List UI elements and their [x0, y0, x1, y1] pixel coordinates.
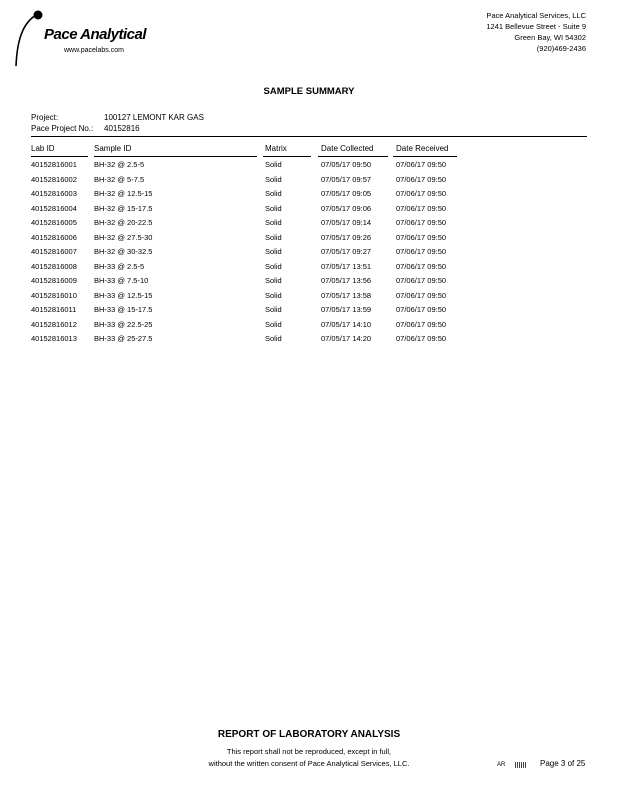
cell-lab-id: 40152816003 [31, 189, 77, 198]
cell-lab-id: 40152816007 [31, 247, 77, 256]
cell-date-received: 07/06/17 09:50 [396, 218, 447, 227]
cell-sample-id: BH-32 @ 12.5-15 [94, 189, 153, 198]
cell-date-received: 07/06/17 09:50 [396, 261, 447, 271]
page-title: SAMPLE SUMMARY [263, 86, 355, 97]
cell-date-collected: 07/05/17 09:14 [321, 218, 372, 227]
cell-matrix: Solid [265, 305, 282, 314]
cell-matrix: Solid [265, 290, 282, 300]
table-row [31, 273, 587, 288]
cell-lab-id: 40152816002 [31, 174, 77, 184]
company-name: Pace Analytical Services, LLC [486, 11, 586, 20]
cell-date-received: 07/06/17 09:50 [396, 334, 447, 343]
cell-date-collected: 07/05/17 13:51 [321, 261, 372, 271]
notice-line-2: without the written consent of Pace Analytical Services, LLC. [208, 759, 410, 768]
cell-matrix: Solid [265, 189, 282, 198]
cell-matrix: Solid [265, 160, 282, 169]
table-row [31, 186, 587, 201]
cell-date-collected: 07/05/17 09:06 [321, 203, 372, 213]
cell-date-received: 07/06/17 09:50 [396, 232, 447, 242]
header-date-collected: Date Collected [321, 144, 374, 153]
initials: AR [497, 762, 506, 768]
cell-sample-id: BH-32 @ 15-17.5 [94, 203, 153, 213]
cell-date-collected: 07/05/17 09:26 [321, 232, 372, 242]
page-number: Page 3 of 25 [540, 759, 586, 768]
cell-lab-id: 40152816008 [31, 261, 77, 271]
company-address [486, 10, 586, 54]
cell-date-received: 07/06/17 09:50 [396, 319, 447, 329]
cell-date-collected: 07/05/17 09:57 [321, 174, 372, 184]
table-row [31, 172, 587, 187]
table-row [31, 331, 587, 346]
header-sample-id: Sample ID [94, 144, 132, 153]
cell-sample-id: BH-32 @ 20-22.5 [94, 218, 153, 227]
table-row [31, 317, 587, 332]
table-row [31, 302, 587, 317]
table-row [31, 244, 587, 259]
project-value: 100127 LEMONT KAR GAS [104, 113, 204, 122]
barcode-icon [515, 762, 526, 768]
cell-sample-id: BH-32 @ 27.5-30 [94, 232, 153, 242]
cell-date-received: 07/06/17 09:50 [396, 247, 447, 256]
cell-date-collected: 07/05/17 09:27 [321, 247, 372, 256]
cell-lab-id: 40152816013 [31, 334, 77, 343]
cell-lab-id: 40152816006 [31, 232, 77, 242]
cell-date-received: 07/06/17 09:50 [396, 276, 447, 285]
cell-lab-id: 40152816001 [31, 160, 77, 169]
cell-date-collected: 07/05/17 13:56 [321, 276, 372, 285]
cell-sample-id: BH-33 @ 25-27.5 [94, 334, 153, 343]
logo-url: www.pacelabs.com [64, 47, 124, 54]
company-street: 1241 Bellevue Street - Suite 9 [486, 22, 586, 31]
company-city: Green Bay, WI 54302 [514, 33, 586, 42]
cell-date-received: 07/06/17 09:50 [396, 160, 447, 169]
cell-date-received: 07/06/17 09:50 [396, 290, 447, 300]
cell-lab-id: 40152816004 [31, 203, 77, 213]
header-date-received: Date Received [396, 144, 449, 153]
table-header [31, 137, 587, 157]
cell-matrix: Solid [265, 334, 282, 343]
table-row [31, 157, 587, 172]
cell-sample-id: BH-32 @ 30-32.5 [94, 247, 153, 256]
cell-lab-id: 40152816005 [31, 218, 77, 227]
pace-project-value: 40152816 [104, 124, 140, 133]
table-row [31, 230, 587, 245]
table-row [31, 288, 587, 303]
company-phone: (920)469-2436 [536, 44, 586, 53]
logo-text: Pace Analytical [44, 26, 147, 43]
cell-matrix: Solid [265, 218, 282, 227]
table-row [31, 215, 587, 230]
cell-date-received: 07/06/17 09:50 [396, 189, 447, 198]
pace-logo [14, 8, 147, 70]
cell-date-collected: 07/05/17 13:58 [321, 290, 372, 300]
cell-matrix: Solid [265, 319, 282, 329]
cell-date-collected: 07/05/17 14:10 [321, 319, 372, 329]
table-body [31, 157, 587, 346]
project-info [31, 112, 204, 134]
cell-date-collected: 07/05/17 13:59 [321, 305, 372, 314]
table-row [31, 201, 587, 216]
cell-matrix: Solid [265, 261, 282, 271]
sample-table [31, 136, 587, 346]
cell-date-collected: 07/05/17 09:05 [321, 189, 372, 198]
table-row [31, 259, 587, 274]
project-label: Project: [31, 113, 59, 122]
cell-sample-id: BH-33 @ 12.5-15 [94, 290, 153, 300]
header-lab-id: Lab ID [31, 144, 55, 153]
pace-project-label: Pace Project No.: [31, 124, 94, 133]
cell-matrix: Solid [265, 174, 282, 184]
cell-date-received: 07/06/17 09:50 [396, 203, 447, 213]
cell-date-collected: 07/05/17 14:20 [321, 334, 372, 343]
cell-lab-id: 40152816010 [31, 290, 77, 300]
cell-sample-id: BH-33 @ 15-17.5 [94, 305, 153, 314]
cell-sample-id: BH-32 @ 2.5-5 [94, 160, 145, 169]
cell-matrix: Solid [265, 203, 282, 213]
cell-date-received: 07/06/17 09:50 [396, 174, 447, 184]
cell-lab-id: 40152816012 [31, 319, 77, 329]
cell-matrix: Solid [265, 247, 282, 256]
cell-sample-id: BH-33 @ 22.5-25 [94, 319, 153, 329]
cell-matrix: Solid [265, 232, 282, 242]
header-matrix: Matrix [265, 144, 287, 153]
cell-lab-id: 40152816009 [31, 276, 77, 285]
cell-date-received: 07/06/17 09:50 [396, 305, 447, 314]
cell-date-collected: 07/05/17 09:50 [321, 160, 372, 169]
cell-sample-id: BH-33 @ 2.5-5 [94, 261, 145, 271]
cell-sample-id: BH-33 @ 7.5-10 [94, 276, 149, 285]
cell-sample-id: BH-32 @ 5-7.5 [94, 174, 145, 184]
cell-lab-id: 40152816011 [31, 305, 77, 314]
report-title: REPORT OF LABORATORY ANALYSIS [217, 729, 401, 740]
cell-matrix: Solid [265, 276, 282, 285]
notice-line-1: This report shall not be reproduced, except in full, [226, 747, 392, 756]
